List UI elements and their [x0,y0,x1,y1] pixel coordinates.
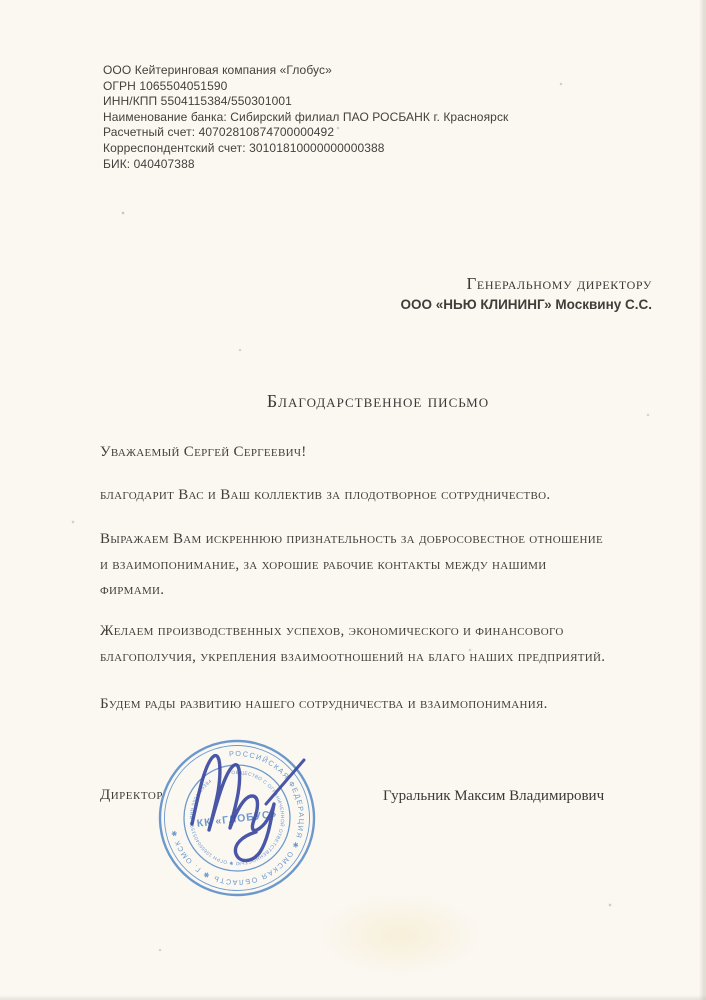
signature-flourish [266,760,304,804]
company-details-block [103,63,508,172]
company-name-line: ООО Кейтеринговая компания «Глобус» [103,63,332,77]
paragraph-line: фирмами. [100,582,165,598]
stamp-center-text: КК «ГЛОБУС» [196,808,279,830]
settlement-account-line: Расчетный счет: 40702810874700000492 [103,125,335,140]
addressee-role: Генеральному директору [466,274,652,293]
ogrn-line: ОГРН 1065504051590 [103,78,228,93]
paragraph-line: Желаем производственных успехов, экономического и финансового [100,623,564,639]
letter-title: Благодарственное письмо [266,391,490,411]
paragraph-line: благополучия, укрепления взаимоотношений на благо наших предприятий. [100,648,606,665]
paragraph-closing: Будем рады развитию нашего сотрудничества и взаимопонимания. [100,696,548,712]
paragraph-gratitude: благодарит Вас и Ваш коллектив за плодотворное сотрудничество. [100,487,551,503]
director-label: Директор [100,787,163,803]
signature-stroke [192,756,274,861]
bik-line: БИК: 040407388 [103,156,195,171]
salutation: Уважаемый Сергей Сергеевич! [100,444,307,460]
handwritten-signature [178,740,334,876]
signature-ink-icon [178,740,334,876]
inn-kpp-line: ИНН/КПП 5504115384/550301001 [103,94,292,109]
addressee-company-person: ООО «НЬЮ КЛИНИНГ» Москвину С.С. [400,297,652,312]
paragraph-line: Выражаем Вам искреннюю признательность за добросовестное отношение [100,531,603,547]
paragraph-line: и взаимопонимание, за хорошие рабочие контакты между нашими [100,556,547,573]
correspondent-account-line: Корреспондентский счет: 30101810000000000388 [103,140,385,155]
bank-name-line: Наименование банка: Сибирский филиал ПАО РОСБАНК г. Красноярск [103,109,509,124]
paragraph-wishes [100,619,665,670]
stamp-outer-ring-text: РОССИЙСКАЯ ФЕДЕРАЦИЯ ✱ ОМСКАЯ ОБЛАСТЬ ✱ Г. ОМСК ✱ [168,748,307,888]
stamp-inner-ring-text: ОБЩЕСТВО С ОГРАНИЧЕННОЙ ОТВЕТСТВЕННОСТЬЮ ✱ ОГРН 1065504051590 ИНН 5504115384 [189,770,285,866]
paragraph-appreciation [100,527,665,604]
addressee-block [401,274,653,312]
signature-name: Гуральник Максим Владимирович [383,788,605,804]
